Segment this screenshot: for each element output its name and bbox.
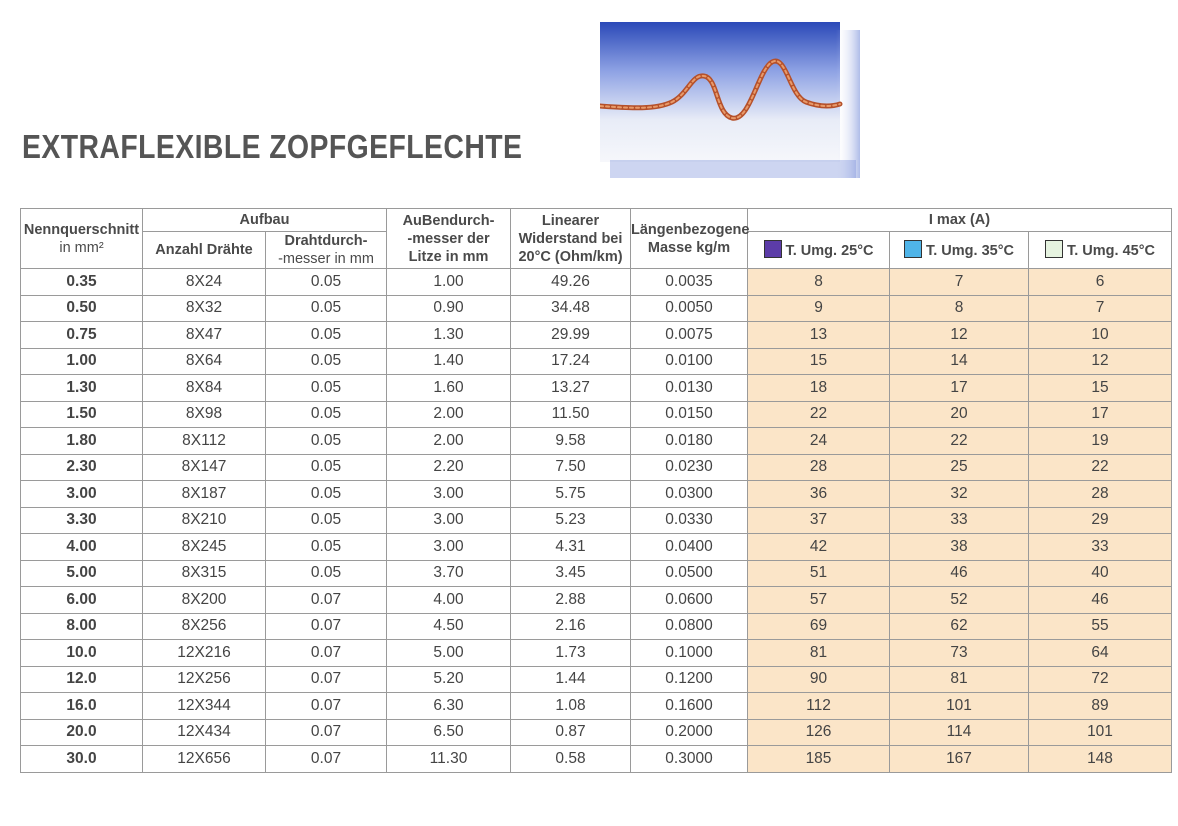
cell-drahtdurchmesser: 0.05 xyxy=(266,428,387,455)
cell-masse: 0.0500 xyxy=(631,560,748,587)
cell-widerstand: 2.88 xyxy=(511,587,631,614)
cell-imax-45: 64 xyxy=(1029,640,1172,667)
cell-anzahl-draehte: 8X47 xyxy=(143,322,266,349)
swatch-25-icon xyxy=(764,240,782,258)
header-aufbau: Aufbau xyxy=(143,209,387,232)
cell-nennquerschnitt: 0.50 xyxy=(21,295,143,322)
cell-imax-45: 6 xyxy=(1029,269,1172,296)
cell-masse: 0.0035 xyxy=(631,269,748,296)
table-row xyxy=(21,375,1172,402)
cell-imax-45: 101 xyxy=(1029,719,1172,746)
cell-imax-35: 46 xyxy=(890,560,1029,587)
header-widerstand-line3: 20°C (Ohm/km) xyxy=(518,248,623,265)
cell-drahtdurchmesser: 0.05 xyxy=(266,269,387,296)
table-row xyxy=(21,348,1172,375)
cell-masse: 0.0230 xyxy=(631,454,748,481)
cell-imax-45: 40 xyxy=(1029,560,1172,587)
header-widerstand xyxy=(511,209,631,269)
cell-anzahl-draehte: 12X344 xyxy=(143,693,266,720)
cell-widerstand: 0.58 xyxy=(511,746,631,773)
cell-imax-25: 81 xyxy=(748,640,890,667)
cell-imax-45: 22 xyxy=(1029,454,1172,481)
cell-widerstand: 2.16 xyxy=(511,613,631,640)
cell-nennquerschnitt: 12.0 xyxy=(21,666,143,693)
header-aussen-line2: -messer der xyxy=(407,230,490,247)
cell-imax-35: 52 xyxy=(890,587,1029,614)
cell-nennquerschnitt: 1.30 xyxy=(21,375,143,402)
table-row xyxy=(21,269,1172,296)
cell-imax-35: 101 xyxy=(890,693,1029,720)
table-row xyxy=(21,693,1172,720)
cell-nennquerschnitt: 10.0 xyxy=(21,640,143,667)
cell-imax-25: 13 xyxy=(748,322,890,349)
cell-drahtdurchmesser: 0.05 xyxy=(266,534,387,561)
cell-imax-45: 148 xyxy=(1029,746,1172,773)
cell-imax-45: 89 xyxy=(1029,693,1172,720)
cell-aussendurchmesser: 6.50 xyxy=(387,719,511,746)
cell-widerstand: 13.27 xyxy=(511,375,631,402)
cell-imax-25: 8 xyxy=(748,269,890,296)
cell-imax-35: 22 xyxy=(890,428,1029,455)
cell-imax-45: 17 xyxy=(1029,401,1172,428)
cell-imax-25: 37 xyxy=(748,507,890,534)
cell-widerstand: 1.44 xyxy=(511,666,631,693)
table-row xyxy=(21,534,1172,561)
table-row xyxy=(21,666,1172,693)
cell-nennquerschnitt: 1.80 xyxy=(21,428,143,455)
header-t25 xyxy=(748,232,890,269)
cell-widerstand: 7.50 xyxy=(511,454,631,481)
cell-anzahl-draehte: 8X256 xyxy=(143,613,266,640)
cell-nennquerschnitt: 1.50 xyxy=(21,401,143,428)
cell-anzahl-draehte: 8X64 xyxy=(143,348,266,375)
cell-nennquerschnitt: 6.00 xyxy=(21,587,143,614)
cell-drahtdurchmesser: 0.07 xyxy=(266,587,387,614)
cell-masse: 0.0150 xyxy=(631,401,748,428)
cell-imax-45: 12 xyxy=(1029,348,1172,375)
cell-widerstand: 11.50 xyxy=(511,401,631,428)
cell-nennquerschnitt: 30.0 xyxy=(21,746,143,773)
cell-drahtdurchmesser: 0.05 xyxy=(266,507,387,534)
cell-widerstand: 1.08 xyxy=(511,693,631,720)
header-t35-label: T. Umg. 35°C xyxy=(926,243,1014,259)
cell-imax-35: 38 xyxy=(890,534,1029,561)
cell-imax-25: 15 xyxy=(748,348,890,375)
header-masse-line1: Längenbezogene xyxy=(631,221,750,238)
cell-imax-45: 28 xyxy=(1029,481,1172,508)
cell-nennquerschnitt: 3.00 xyxy=(21,481,143,508)
cell-drahtdurchmesser: 0.07 xyxy=(266,719,387,746)
cell-nennquerschnitt: 2.30 xyxy=(21,454,143,481)
cell-anzahl-draehte: 8X147 xyxy=(143,454,266,481)
cell-imax-35: 8 xyxy=(890,295,1029,322)
cell-widerstand: 49.26 xyxy=(511,269,631,296)
cell-drahtdurchmesser: 0.05 xyxy=(266,348,387,375)
cell-drahtdurchmesser: 0.05 xyxy=(266,375,387,402)
cell-anzahl-draehte: 8X245 xyxy=(143,534,266,561)
cell-masse: 0.0330 xyxy=(631,507,748,534)
cell-masse: 0.2000 xyxy=(631,719,748,746)
table-row xyxy=(21,560,1172,587)
cell-imax-35: 73 xyxy=(890,640,1029,667)
cell-widerstand: 17.24 xyxy=(511,348,631,375)
cell-nennquerschnitt: 5.00 xyxy=(21,560,143,587)
cell-aussendurchmesser: 2.20 xyxy=(387,454,511,481)
cell-imax-35: 7 xyxy=(890,269,1029,296)
cell-anzahl-draehte: 12X216 xyxy=(143,640,266,667)
header-imax: I max (A) xyxy=(748,209,1172,232)
cell-aussendurchmesser: 4.00 xyxy=(387,587,511,614)
cell-aussendurchmesser: 5.00 xyxy=(387,640,511,667)
cell-drahtdurchmesser: 0.07 xyxy=(266,640,387,667)
cell-imax-35: 62 xyxy=(890,613,1029,640)
header-draht-line2: -messer in mm xyxy=(278,251,374,267)
cell-drahtdurchmesser: 0.05 xyxy=(266,481,387,508)
table-row xyxy=(21,322,1172,349)
cell-imax-25: 42 xyxy=(748,534,890,561)
cell-nennquerschnitt: 1.00 xyxy=(21,348,143,375)
cell-nennquerschnitt: 20.0 xyxy=(21,719,143,746)
cell-imax-35: 81 xyxy=(890,666,1029,693)
header-aussendurchmesser xyxy=(387,209,511,269)
table-row xyxy=(21,746,1172,773)
cell-anzahl-draehte: 12X656 xyxy=(143,746,266,773)
cell-widerstand: 34.48 xyxy=(511,295,631,322)
header-nennquerschnitt xyxy=(21,209,143,269)
table-row xyxy=(21,719,1172,746)
cell-aussendurchmesser: 1.30 xyxy=(387,322,511,349)
cell-imax-45: 7 xyxy=(1029,295,1172,322)
cell-masse: 0.1200 xyxy=(631,666,748,693)
cell-imax-25: 69 xyxy=(748,613,890,640)
cell-imax-25: 51 xyxy=(748,560,890,587)
cell-imax-25: 28 xyxy=(748,454,890,481)
cell-anzahl-draehte: 8X112 xyxy=(143,428,266,455)
cell-anzahl-draehte: 8X24 xyxy=(143,269,266,296)
cell-aussendurchmesser: 1.00 xyxy=(387,269,511,296)
cell-masse: 0.1000 xyxy=(631,640,748,667)
cell-imax-35: 114 xyxy=(890,719,1029,746)
cell-drahtdurchmesser: 0.07 xyxy=(266,746,387,773)
cell-imax-35: 33 xyxy=(890,507,1029,534)
header-masse-line2: Masse kg/m xyxy=(647,239,731,256)
cell-drahtdurchmesser: 0.05 xyxy=(266,322,387,349)
cell-nennquerschnitt: 4.00 xyxy=(21,534,143,561)
header-widerstand-line1: Linearer xyxy=(541,212,600,229)
cell-aussendurchmesser: 0.90 xyxy=(387,295,511,322)
cell-aussendurchmesser: 1.60 xyxy=(387,375,511,402)
cell-widerstand: 9.58 xyxy=(511,428,631,455)
cell-imax-45: 55 xyxy=(1029,613,1172,640)
header-t25-label: T. Umg. 25°C xyxy=(785,243,874,259)
cell-imax-35: 12 xyxy=(890,322,1029,349)
cell-drahtdurchmesser: 0.07 xyxy=(266,666,387,693)
cell-drahtdurchmesser: 0.07 xyxy=(266,693,387,720)
cell-anzahl-draehte: 8X98 xyxy=(143,401,266,428)
header-aussen-line3: Litze in mm xyxy=(408,248,489,265)
cell-anzahl-draehte: 8X32 xyxy=(143,295,266,322)
cell-imax-35: 14 xyxy=(890,348,1029,375)
cell-aussendurchmesser: 1.40 xyxy=(387,348,511,375)
cell-masse: 0.0050 xyxy=(631,295,748,322)
cell-imax-25: 9 xyxy=(748,295,890,322)
header-t45 xyxy=(1029,232,1172,269)
cell-anzahl-draehte: 8X200 xyxy=(143,587,266,614)
cell-imax-25: 185 xyxy=(748,746,890,773)
cell-masse: 0.0800 xyxy=(631,613,748,640)
header-nennquerschnitt-label: Nennquerschnitt xyxy=(23,221,140,238)
cell-aussendurchmesser: 3.00 xyxy=(387,534,511,561)
header-masse xyxy=(631,209,748,269)
cell-widerstand: 0.87 xyxy=(511,719,631,746)
cell-anzahl-draehte: 12X434 xyxy=(143,719,266,746)
cell-masse: 0.0075 xyxy=(631,322,748,349)
table-row xyxy=(21,295,1172,322)
cell-imax-25: 90 xyxy=(748,666,890,693)
cell-imax-35: 32 xyxy=(890,481,1029,508)
cell-imax-25: 24 xyxy=(748,428,890,455)
table-row xyxy=(21,613,1172,640)
cell-aussendurchmesser: 5.20 xyxy=(387,666,511,693)
cell-masse: 0.0130 xyxy=(631,375,748,402)
cell-imax-35: 20 xyxy=(890,401,1029,428)
cell-widerstand: 29.99 xyxy=(511,322,631,349)
cell-imax-25: 18 xyxy=(748,375,890,402)
header-nennquerschnitt-unit: in mm² xyxy=(59,239,104,256)
header-aussen-line1: AuBendurch- xyxy=(402,212,495,229)
cell-masse: 0.3000 xyxy=(631,746,748,773)
cell-imax-25: 57 xyxy=(748,587,890,614)
cell-anzahl-draehte: 8X187 xyxy=(143,481,266,508)
spec-table-body xyxy=(21,269,1172,773)
header-drahtdurchmesser xyxy=(266,232,387,269)
cell-anzahl-draehte: 12X256 xyxy=(143,666,266,693)
cell-drahtdurchmesser: 0.05 xyxy=(266,295,387,322)
spec-table xyxy=(20,208,1172,773)
table-row xyxy=(21,481,1172,508)
cell-imax-45: 10 xyxy=(1029,322,1172,349)
cell-anzahl-draehte: 8X210 xyxy=(143,507,266,534)
cell-widerstand: 5.23 xyxy=(511,507,631,534)
cell-masse: 0.0100 xyxy=(631,348,748,375)
cell-imax-35: 167 xyxy=(890,746,1029,773)
cell-imax-25: 22 xyxy=(748,401,890,428)
cell-masse: 0.1600 xyxy=(631,693,748,720)
page-title: EXTRAFLEXIBLE ZOPFGEFLECHTE xyxy=(22,128,523,165)
cell-drahtdurchmesser: 0.05 xyxy=(266,560,387,587)
cell-masse: 0.0180 xyxy=(631,428,748,455)
cell-widerstand: 3.45 xyxy=(511,560,631,587)
header-widerstand-line2: Widerstand bei xyxy=(518,230,623,247)
cell-imax-35: 17 xyxy=(890,375,1029,402)
cell-imax-25: 126 xyxy=(748,719,890,746)
cell-aussendurchmesser: 6.30 xyxy=(387,693,511,720)
cell-drahtdurchmesser: 0.05 xyxy=(266,401,387,428)
swatch-35-icon xyxy=(904,240,922,258)
cell-widerstand: 4.31 xyxy=(511,534,631,561)
cell-aussendurchmesser: 11.30 xyxy=(387,746,511,773)
cell-aussendurchmesser: 4.50 xyxy=(387,613,511,640)
cell-anzahl-draehte: 8X315 xyxy=(143,560,266,587)
cell-masse: 0.0300 xyxy=(631,481,748,508)
cell-aussendurchmesser: 3.00 xyxy=(387,481,511,508)
cell-aussendurchmesser: 3.70 xyxy=(387,560,511,587)
cell-drahtdurchmesser: 0.05 xyxy=(266,454,387,481)
table-row xyxy=(21,640,1172,667)
cell-nennquerschnitt: 8.00 xyxy=(21,613,143,640)
cell-nennquerschnitt: 0.75 xyxy=(21,322,143,349)
table-row xyxy=(21,401,1172,428)
table-row xyxy=(21,454,1172,481)
cell-drahtdurchmesser: 0.07 xyxy=(266,613,387,640)
cell-imax-45: 15 xyxy=(1029,375,1172,402)
cell-aussendurchmesser: 2.00 xyxy=(387,401,511,428)
cell-widerstand: 5.75 xyxy=(511,481,631,508)
cell-imax-45: 19 xyxy=(1029,428,1172,455)
header-anzahl-draehte: Anzahl Drähte xyxy=(143,232,266,269)
cell-masse: 0.0600 xyxy=(631,587,748,614)
header-draht-line1: Drahtdurch- xyxy=(284,233,368,249)
cell-nennquerschnitt: 0.35 xyxy=(21,269,143,296)
cell-imax-45: 46 xyxy=(1029,587,1172,614)
cell-masse: 0.0400 xyxy=(631,534,748,561)
cell-imax-45: 29 xyxy=(1029,507,1172,534)
table-row xyxy=(21,507,1172,534)
header-t35 xyxy=(890,232,1029,269)
cell-aussendurchmesser: 3.00 xyxy=(387,507,511,534)
table-row xyxy=(21,428,1172,455)
cell-imax-45: 72 xyxy=(1029,666,1172,693)
cell-imax-45: 33 xyxy=(1029,534,1172,561)
swatch-45-icon xyxy=(1045,240,1063,258)
cell-anzahl-draehte: 8X84 xyxy=(143,375,266,402)
product-photo xyxy=(600,22,862,180)
cell-nennquerschnitt: 3.30 xyxy=(21,507,143,534)
table-row xyxy=(21,587,1172,614)
cell-imax-25: 36 xyxy=(748,481,890,508)
header-t45-label: T. Umg. 45°C xyxy=(1067,243,1155,259)
cell-aussendurchmesser: 2.00 xyxy=(387,428,511,455)
cell-nennquerschnitt: 16.0 xyxy=(21,693,143,720)
cell-imax-25: 112 xyxy=(748,693,890,720)
cell-imax-35: 25 xyxy=(890,454,1029,481)
cell-widerstand: 1.73 xyxy=(511,640,631,667)
